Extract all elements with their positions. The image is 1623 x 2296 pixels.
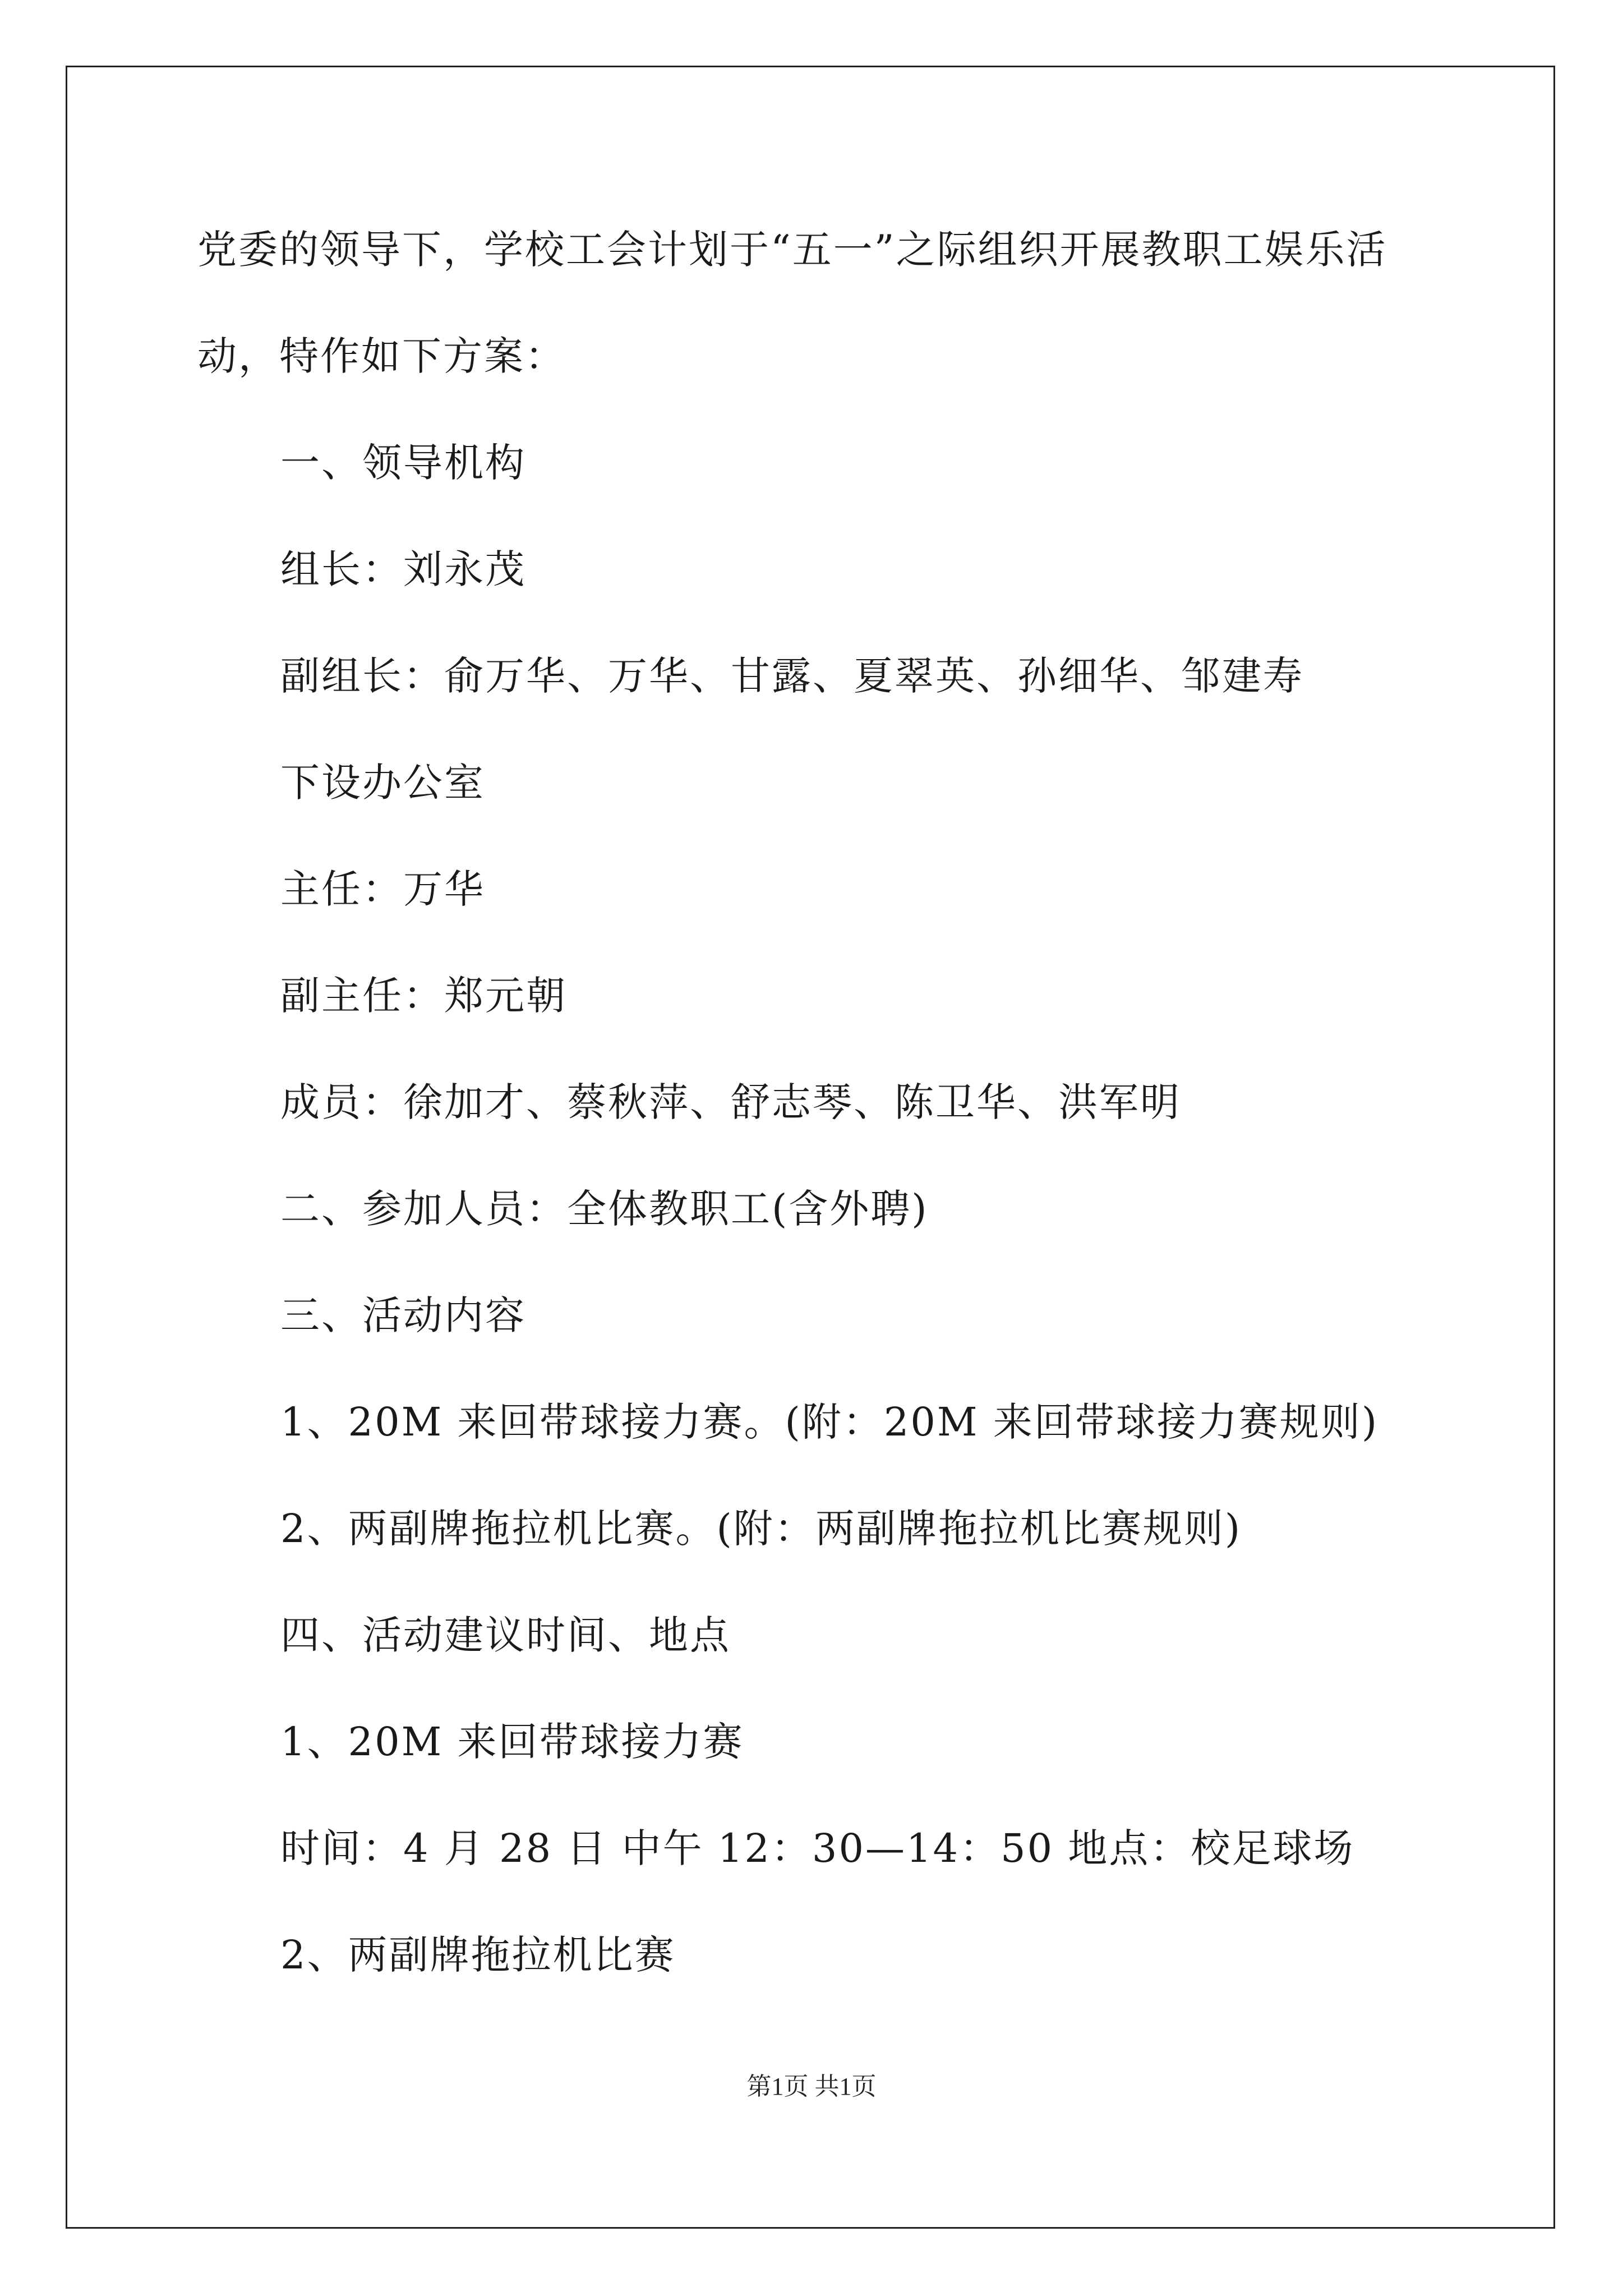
- paragraph-line: 主任：万华: [280, 866, 485, 912]
- section-heading: 三、活动内容: [280, 1292, 526, 1338]
- paragraph-line: 1、20M 来回带球接力赛。(附：20M 来回带球接力赛规则): [280, 1399, 1379, 1445]
- paragraph-line: 成员：徐加才、蔡秋萍、舒志琴、陈卫华、洪军明: [280, 1079, 1181, 1125]
- paragraph-line: 2、两副牌拖拉机比赛: [280, 1932, 676, 1978]
- paragraph-line: 组长：刘永茂: [280, 546, 526, 592]
- paragraph-line: 党委的领导下，学校工会计划于“五一”之际组织开展教职工娱乐活: [197, 227, 1387, 273]
- page-number-footer: 第1页 共1页: [746, 2073, 877, 2100]
- section-heading: 二、参加人员：全体教职工(含外聘): [280, 1186, 929, 1232]
- paragraph-line: 2、两副牌拖拉机比赛。(附：两副牌拖拉机比赛规则): [280, 1506, 1242, 1552]
- paragraph-line: 副组长：俞万华、万华、甘露、夏翠英、孙细华、邹建寿: [280, 653, 1304, 699]
- paragraph-line: 副主任：郑元朝: [280, 973, 567, 1019]
- section-heading: 一、领导机构: [280, 440, 526, 486]
- paragraph-line: 1、20M 来回带球接力赛: [280, 1719, 744, 1765]
- paragraph-line: 下设办公室: [280, 760, 485, 806]
- paragraph-line: 动，特作如下方案：: [197, 333, 566, 379]
- section-heading: 四、活动建议时间、地点: [280, 1612, 731, 1658]
- paragraph-line: 时间：4 月 28 日 中午 12：30—14：50 地点：校足球场: [280, 1825, 1355, 1871]
- page-border: [66, 66, 1555, 2229]
